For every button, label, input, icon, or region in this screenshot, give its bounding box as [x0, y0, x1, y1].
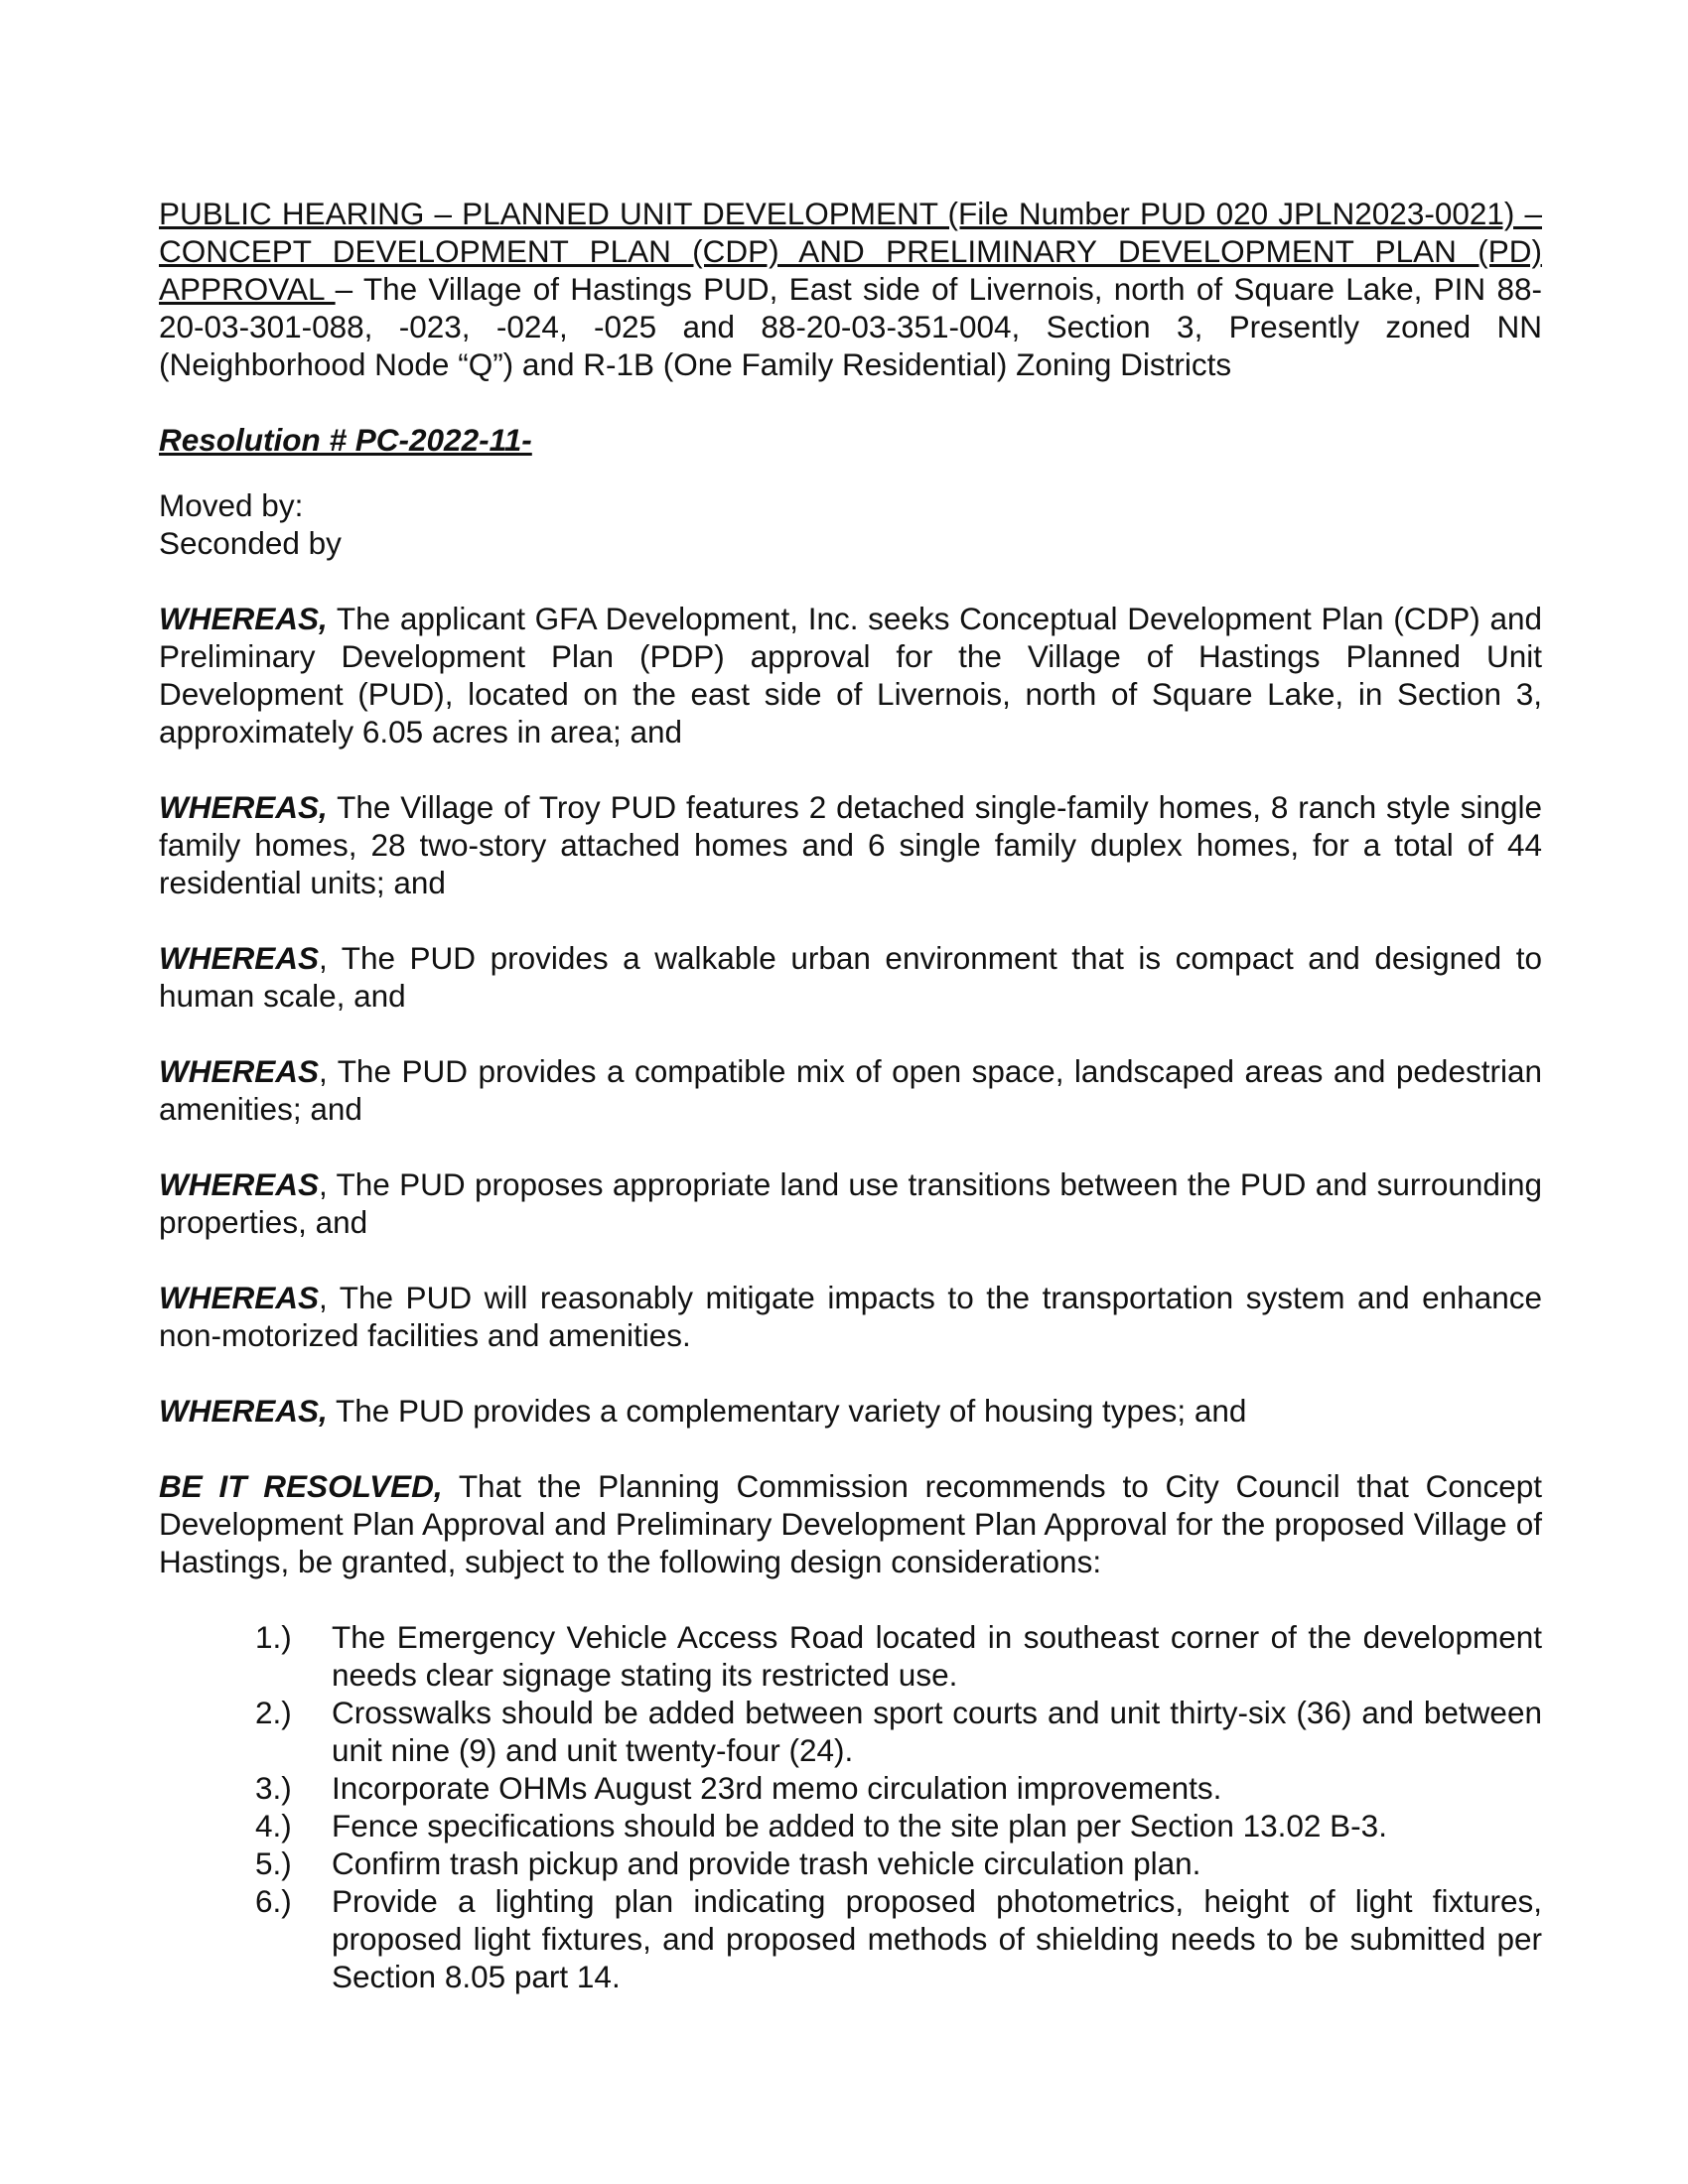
whereas-paragraph: [159, 788, 1542, 901]
whereas-paragraph: [159, 1052, 1542, 1128]
hearing-title: PUBLIC HEARING – PLANNED UNIT DEVELOPMENT (File Number PUD 020 JPLN2023-0021) – CONCEPT DEVELOPMENT PLAN (CDP) AND PRELIMINARY DEVELOPMENT PLAN (PD) APPROVAL: [159, 196, 1542, 307]
condition-text: Crosswalks should be added between sport courts and unit thirty-six (36) and between unit nine (9) and unit twenty-four (24).: [332, 1695, 1542, 1768]
condition-number: 2.): [255, 1695, 292, 1730]
whereas-paragraph: [159, 939, 1542, 1015]
condition-text: Incorporate OHMs August 23rd memo circulation improvements.: [332, 1770, 1222, 1806]
condition-number: 4.): [255, 1808, 292, 1843]
condition-number: 1.): [255, 1619, 292, 1655]
condition-item: [159, 1882, 1542, 1995]
condition-item: [159, 1618, 1542, 1694]
whereas-paragraph: [159, 1279, 1542, 1354]
condition-item: [159, 1844, 1542, 1882]
resolved-paragraph: [159, 1467, 1542, 1580]
condition-text: The Emergency Vehicle Access Road located in southeast corner of the development needs clear signage stating its restricted use.: [332, 1619, 1542, 1693]
whereas-lead: WHEREAS,: [159, 1393, 328, 1429]
condition-number: 5.): [255, 1845, 292, 1881]
whereas-lead: WHEREAS,: [159, 601, 328, 636]
condition-item: [159, 1769, 1542, 1807]
whereas-lead: WHEREAS: [159, 1166, 320, 1202]
whereas-lead: WHEREAS: [159, 940, 320, 976]
hearing-heading: [159, 195, 1542, 383]
seconded-by: Seconded by: [159, 525, 342, 561]
whereas-paragraph: [159, 1165, 1542, 1241]
whereas-text: , The PUD will reasonably mitigate impacts to the transportation system and enhance non-motorized facilities and amenities.: [159, 1280, 1542, 1353]
condition-text: Provide a lighting plan indicating proposed photometrics, height of light fixtures, proposed light fixtures, and proposed methods of shielding needs to be submitted per Section 8.05 part 14.: [332, 1883, 1542, 1994]
condition-number: 3.): [255, 1770, 292, 1806]
whereas-text: The Village of Troy PUD features 2 detached single-family homes, 8 ranch style single family homes, 28 two-story attached homes and 6 single family duplex homes, for a total of 44 residential units; and: [159, 789, 1542, 900]
condition-text: Confirm trash pickup and provide trash vehicle circulation plan.: [332, 1845, 1201, 1881]
whereas-text: The PUD provides a complementary variety of housing types; and: [327, 1393, 1247, 1429]
document-body: [159, 195, 1542, 1995]
whereas-text: The applicant GFA Development, Inc. seeks Conceptual Development Plan (CDP) and Preliminary Development Plan (PDP) approval for the Village of Hastings Planned Unit Development (PUD), located on the east side of Livernois, north of Square Lake, in Section 3, approximately 6.05 acres in area; and: [159, 601, 1542, 750]
condition-number: 6.): [255, 1883, 292, 1919]
resolution-number: Resolution # PC-2022-11-: [159, 422, 532, 458]
whereas-paragraph: [159, 600, 1542, 751]
whereas-text: , The PUD provides a compatible mix of open space, landscaped areas and pedestrian amenities; and: [159, 1053, 1542, 1127]
condition-item: [159, 1807, 1542, 1844]
whereas-text: , The PUD provides a walkable urban environment that is compact and designed to human scale, and: [159, 940, 1542, 1014]
conditions-list: [159, 1618, 1542, 1995]
whereas-text: , The PUD proposes appropriate land use transitions between the PUD and surrounding properties, and: [159, 1166, 1542, 1240]
resolved-text: That the Planning Commission recommends to City Council that Concept Development Plan Approval and Preliminary Development Plan Approval for the proposed Village of Hastings, be granted, subject to the following design considerations:: [159, 1468, 1542, 1579]
whereas-paragraph: [159, 1392, 1542, 1430]
whereas-lead: WHEREAS: [159, 1053, 320, 1089]
whereas-lead: WHEREAS: [159, 1280, 320, 1315]
condition-item: [159, 1694, 1542, 1769]
hearing-description: – The Village of Hastings PUD, East side of Livernois, north of Square Lake, PIN 88-20-03-301-088, -023, -024, -025 and 88-20-03-351-004, Section 3, Presently zoned NN (Neighborhood Node “Q”) and R-1B (One Family Residential) Zoning Districts: [159, 271, 1542, 382]
condition-text: Fence specifications should be added to the site plan per Section 13.02 B-3.: [332, 1808, 1387, 1843]
whereas-lead: WHEREAS,: [159, 789, 328, 825]
moved-by: Moved by:: [159, 487, 304, 523]
resolved-lead: BE IT RESOLVED,: [159, 1468, 443, 1504]
